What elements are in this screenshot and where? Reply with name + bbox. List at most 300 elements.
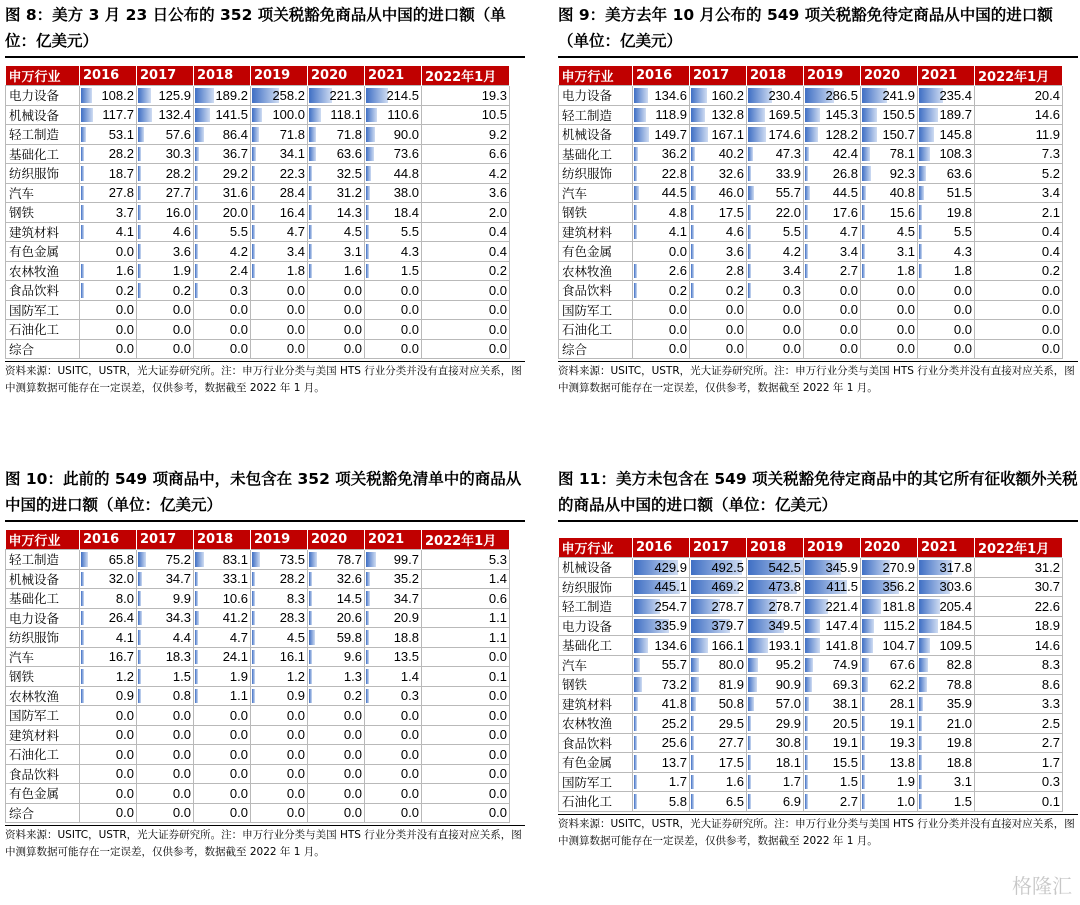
value-cell [804,281,861,301]
value-cell [861,597,918,617]
value-text: 0.0 [782,321,801,337]
table-row [559,772,1063,792]
industry-cell: 综合 [559,339,633,359]
value-text: 184.5 [939,618,972,634]
value-text: 0.0 [172,785,191,801]
value-cell [918,144,975,164]
industry-cell: 纺织服饰 [559,164,633,184]
value-cell [747,772,804,792]
value-cell-jan [422,320,510,340]
value-cell [194,183,251,203]
value-text: 0.0 [839,302,858,318]
value-cell [918,714,975,734]
value-cell [690,261,747,281]
value-text: 1.5 [839,774,858,790]
value-cell [80,589,137,609]
industry-cell: 轻工制造 [559,597,633,617]
value-cell [365,628,422,648]
source-note: 资料来源：USITC，USTR，光大证券研究所。注：申万行业分类与美国 HTS 行业分类并没有直接对应关系，图中测算数据可能存在一定误差，仅供参考，数据截至 2022 年 1 月。 [5,825,525,861]
value-text: 1.9 [172,263,191,279]
value-text: 28.2 [165,165,191,181]
watermark-logo: 格隆汇 [1012,874,1072,898]
table-row [6,608,510,628]
value-text: 1.8 [953,263,972,279]
value-text: 0.0 [172,302,191,318]
value-text: 32.6 [336,571,362,587]
value-cell [747,792,804,812]
value-text: 0.0 [343,321,362,337]
header-industry: 申万行业 [559,66,633,86]
value-cell [365,86,422,106]
value-cell [747,203,804,223]
value-text: 1.1 [488,610,507,626]
value-text: 27.7 [165,185,191,201]
header-year: 2016 [633,66,690,86]
industry-cell: 食品饮料 [559,281,633,301]
value-cell [80,784,137,804]
value-text: 0.0 [229,341,248,357]
value-cell [804,105,861,125]
industry-cell: 食品饮料 [6,281,80,301]
value-cell [365,589,422,609]
value-text: 32.0 [108,571,134,587]
value-text: 100.0 [272,107,305,123]
value-text: 81.9 [718,676,744,692]
value-text: 150.5 [882,107,915,123]
value-cell [137,320,194,340]
value-cell [251,105,308,125]
value-cell [308,764,365,784]
value-text: 0.0 [488,341,507,357]
value-cell [804,261,861,281]
value-cell [365,261,422,281]
value-cell [365,784,422,804]
value-text: 0.2 [172,282,191,298]
value-text: 0.2 [488,263,507,279]
value-cell [690,144,747,164]
value-cell [194,706,251,726]
value-text: 4.5 [343,224,362,240]
value-text: 0.0 [286,766,305,782]
value-text: 0.0 [115,302,134,318]
figure-11-panel [558,466,1078,850]
value-cell [690,86,747,106]
value-text: 19.8 [946,204,972,220]
value-cell [80,667,137,687]
value-text: 32.6 [718,165,744,181]
value-text: 445.1 [654,579,687,595]
value-text: 3.4 [782,263,801,279]
value-cell [137,86,194,106]
value-text: 241.9 [882,87,915,103]
value-text: 2.7 [1041,735,1060,751]
value-text: 167.1 [711,126,744,142]
value-text: 3.4 [286,243,305,259]
value-cell [194,203,251,223]
value-cell [747,616,804,636]
value-cell [633,261,690,281]
value-text: 1.6 [115,263,134,279]
value-cell [194,242,251,262]
value-cell [251,144,308,164]
value-text: 1.8 [896,263,915,279]
value-cell [365,125,422,145]
value-text: 1.1 [488,629,507,645]
value-text: 67.6 [889,657,915,673]
value-cell [251,183,308,203]
value-cell [80,105,137,125]
table-row [559,261,1063,281]
value-cell-jan [975,558,1063,578]
value-text: 3.6 [488,185,507,201]
value-text: 2.4 [229,263,248,279]
table-row [559,597,1063,617]
header-year: 2022年1月 [975,538,1063,558]
value-cell-jan [422,125,510,145]
value-text: 44.8 [393,165,419,181]
value-cell [251,203,308,223]
value-cell [918,261,975,281]
value-cell [194,745,251,765]
value-cell [747,753,804,773]
value-text: 356.2 [882,579,915,595]
value-text: 1.3 [343,668,362,684]
value-cell [251,222,308,242]
industry-cell: 有色金属 [6,242,80,262]
value-text: 0.4 [488,243,507,259]
value-cell-jan [975,753,1063,773]
value-cell-jan [975,125,1063,145]
value-text: 0.2 [343,688,362,704]
value-text: 36.7 [222,146,248,162]
industry-cell: 机械设备 [559,558,633,578]
value-text: 4.6 [172,224,191,240]
value-cell [80,261,137,281]
industry-cell: 电力设备 [559,86,633,106]
value-cell [80,144,137,164]
value-cell [690,125,747,145]
value-text: 0.0 [172,766,191,782]
value-cell [308,569,365,589]
value-cell [633,203,690,223]
value-cell [690,558,747,578]
value-text: 73.2 [661,676,687,692]
value-cell [804,222,861,242]
value-text: 10.5 [481,107,507,123]
value-text: 38.1 [832,696,858,712]
value-text: 108.3 [939,146,972,162]
table-row [6,222,510,242]
value-text: 109.5 [939,637,972,653]
value-cell [137,164,194,184]
value-text: 16.7 [108,649,134,665]
value-cell-jan [422,300,510,320]
value-cell [194,667,251,687]
value-cell [918,753,975,773]
value-text: 3.1 [953,774,972,790]
value-cell [861,714,918,734]
value-cell [80,569,137,589]
value-cell-jan [975,714,1063,734]
header-year: 2021 [365,530,422,550]
value-cell-jan [422,203,510,223]
value-text: 0.0 [343,282,362,298]
value-cell [690,597,747,617]
value-text: 0.0 [172,707,191,723]
value-text: 0.0 [782,302,801,318]
header-year: 2018 [194,66,251,86]
value-cell [308,339,365,359]
value-text: 0.0 [286,746,305,762]
value-cell-jan [422,628,510,648]
value-text: 0.0 [896,321,915,337]
value-text: 0.0 [725,302,744,318]
header-year: 2020 [861,538,918,558]
value-text: 5.3 [488,551,507,567]
table-row [6,725,510,745]
value-text: 0.0 [343,707,362,723]
industry-cell: 钢铁 [559,203,633,223]
value-text: 0.0 [488,649,507,665]
value-cell [365,203,422,223]
value-cell-jan [422,608,510,628]
industry-cell: 纺织服饰 [6,628,80,648]
value-text: 0.0 [488,805,507,821]
value-cell [918,164,975,184]
value-cell [137,550,194,570]
value-text: 19.3 [481,87,507,103]
value-cell [308,144,365,164]
value-cell [194,261,251,281]
table-row [559,281,1063,301]
value-text: 4.3 [400,243,419,259]
value-cell [633,183,690,203]
value-text: 0.0 [343,766,362,782]
header-year: 2022年1月 [422,530,510,550]
value-text: 3.6 [172,243,191,259]
value-cell-jan [422,569,510,589]
value-cell [747,242,804,262]
value-cell [861,320,918,340]
value-text: 20.6 [336,610,362,626]
table-row [559,655,1063,675]
value-text: 0.4 [1041,243,1060,259]
value-cell [251,242,308,262]
value-text: 8.3 [1041,657,1060,673]
table-row [559,558,1063,578]
value-text: 32.5 [336,165,362,181]
value-text: 22.3 [279,165,305,181]
value-cell [80,550,137,570]
value-text: 0.0 [400,707,419,723]
value-text: 1.8 [286,263,305,279]
value-cell [80,803,137,823]
value-cell [918,281,975,301]
value-cell [80,320,137,340]
figure-title: 图 9：美方去年 10 月公布的 549 项关税豁免待定商品从中国的进口额（单位：亿美元） [558,2,1078,58]
value-text: 0.0 [782,341,801,357]
value-text: 492.5 [711,559,744,575]
value-cell-jan [422,686,510,706]
value-cell [137,125,194,145]
value-text: 29.5 [718,715,744,731]
industry-cell: 食品饮料 [559,733,633,753]
value-text: 20.5 [832,715,858,731]
value-cell [918,183,975,203]
value-text: 0.1 [488,668,507,684]
value-cell [804,714,861,734]
value-cell-jan [422,281,510,301]
industry-cell: 纺织服饰 [559,577,633,597]
value-cell [633,694,690,714]
value-cell [804,675,861,695]
header-year: 2020 [308,66,365,86]
value-text: 5.5 [782,224,801,240]
value-text: 11.9 [1035,126,1060,142]
value-text: 0.0 [896,341,915,357]
value-cell [251,569,308,589]
value-cell [747,320,804,340]
value-cell [918,300,975,320]
value-cell-jan [975,616,1063,636]
value-text: 0.0 [1041,302,1060,318]
value-cell [918,558,975,578]
value-text: 258.2 [272,87,305,103]
value-text: 22.0 [775,204,801,220]
value-text: 0.0 [229,707,248,723]
value-text: 5.5 [953,224,972,240]
value-cell [80,339,137,359]
value-text: 147.4 [825,618,858,634]
value-cell [861,753,918,773]
value-cell [804,616,861,636]
value-cell [308,686,365,706]
value-cell [690,222,747,242]
value-cell-jan [975,203,1063,223]
table-row [559,183,1063,203]
value-cell [747,655,804,675]
value-cell [690,242,747,262]
value-cell [365,281,422,301]
value-cell-jan [422,745,510,765]
value-text: 0.0 [343,341,362,357]
value-text: 0.0 [343,746,362,762]
value-text: 0.6 [488,590,507,606]
value-text: 0.0 [488,282,507,298]
value-cell [308,242,365,262]
value-cell [194,281,251,301]
value-cell [308,105,365,125]
source-note: 资料来源：USITC，USTR，光大证券研究所。注：申万行业分类与美国 HTS 行业分类并没有直接对应关系，图中测算数据可能存在一定误差，仅供参考，数据截至 2022 年 1 月。 [5,361,525,397]
value-cell [861,655,918,675]
value-text: 411.5 [826,579,858,595]
value-text: 1.9 [229,668,248,684]
value-cell [861,203,918,223]
value-cell [918,636,975,656]
value-cell [308,550,365,570]
industry-cell: 纺织服饰 [6,164,80,184]
value-text: 55.7 [661,657,687,673]
value-text: 1.0 [896,793,915,809]
value-text: 0.0 [400,746,419,762]
value-text: 2.7 [839,263,858,279]
value-text: 0.0 [400,321,419,337]
industry-cell: 有色金属 [559,753,633,773]
value-text: 0.0 [172,727,191,743]
value-cell [80,86,137,106]
value-text: 104.7 [882,637,915,653]
value-text: 0.0 [229,746,248,762]
value-cell [365,300,422,320]
value-cell [365,550,422,570]
figure-9-panel [558,2,1078,397]
value-text: 1.7 [1041,754,1060,770]
value-text: 0.0 [400,341,419,357]
value-text: 0.4 [488,224,507,240]
industry-cell: 农林牧渔 [559,714,633,734]
value-cell [633,105,690,125]
value-text: 145.8 [939,126,972,142]
industry-cell: 基础化工 [559,636,633,656]
value-text: 128.2 [825,126,858,142]
value-text: 33.9 [775,165,801,181]
data-table [5,66,510,359]
industry-cell: 有色金属 [6,784,80,804]
value-cell [918,616,975,636]
value-cell [137,745,194,765]
value-cell [308,125,365,145]
value-text: 1.4 [400,668,419,684]
value-text: 74.9 [832,657,858,673]
value-text: 36.2 [661,146,687,162]
value-text: 16.0 [165,204,191,220]
value-text: 4.2 [488,165,507,181]
table-row [559,164,1063,184]
value-cell-jan [975,733,1063,753]
header-year: 2019 [251,530,308,550]
value-cell [918,597,975,617]
header-year: 2016 [80,530,137,550]
value-text: 0.0 [488,302,507,318]
value-cell [633,222,690,242]
value-cell-jan [422,550,510,570]
value-text: 17.5 [718,204,744,220]
industry-cell: 农林牧渔 [6,686,80,706]
value-cell [194,320,251,340]
value-text: 117.7 [102,107,134,123]
value-text: 4.2 [229,243,248,259]
table-header-row [559,66,1063,86]
value-cell [194,725,251,745]
value-cell [690,675,747,695]
value-cell [633,577,690,597]
header-year: 2017 [137,530,194,550]
value-text: 317.8 [939,559,972,575]
value-text: 47.3 [775,146,801,162]
value-cell [918,105,975,125]
value-cell [861,261,918,281]
value-text: 14.6 [1034,637,1060,653]
value-cell [633,242,690,262]
table-header-row [559,538,1063,558]
value-cell [804,242,861,262]
value-text: 270.9 [882,559,915,575]
value-text: 0.0 [1041,341,1060,357]
value-text: 4.8 [668,204,687,220]
table-row [559,242,1063,262]
value-text: 6.5 [725,793,744,809]
industry-cell: 农林牧渔 [6,261,80,281]
